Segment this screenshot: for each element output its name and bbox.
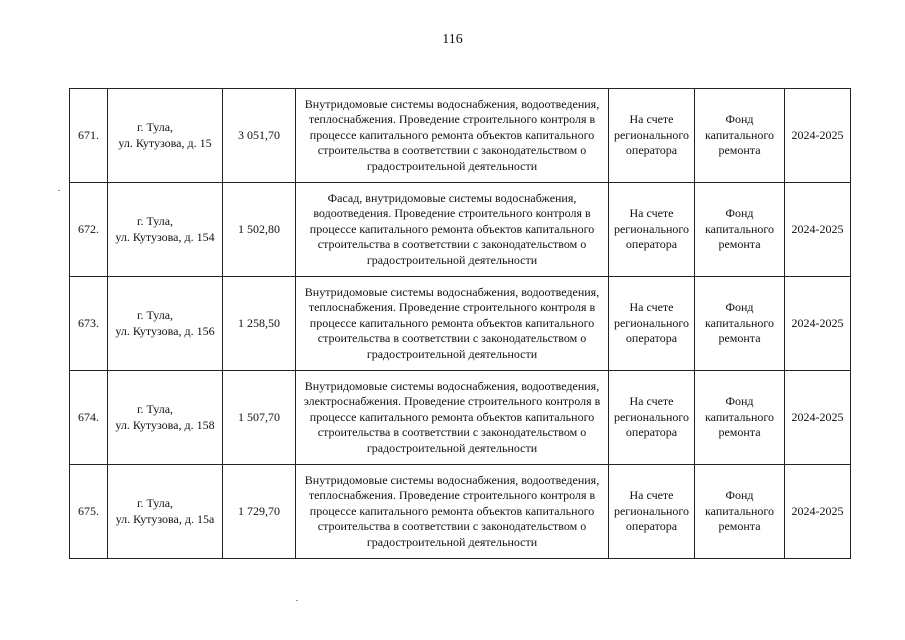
period-cell: 2024-2025 xyxy=(785,89,851,183)
fund-cell: Фонд капитального ремонта xyxy=(695,183,785,277)
address-street: ул. Кутузова, д. 158 xyxy=(115,417,215,432)
address-cell xyxy=(108,183,223,277)
account-cell: На счете регионального оператора xyxy=(609,89,695,183)
works-description: Внутридомовые системы водоснабжения, водоотведения, теплоснабжения. Проведение строительного контроля в процессе капитального ремонта объектов капитального строительства в соответствии с законодательством о градостроительной деятельности xyxy=(296,277,609,371)
account-cell: На счете регионального оператора xyxy=(609,371,695,465)
address-street: ул. Кутузова, д. 15 xyxy=(118,135,212,150)
row-number: 671. xyxy=(70,89,108,183)
address-city: г. Тула, xyxy=(136,308,174,322)
account-cell: На счете регионального оператора xyxy=(609,465,695,559)
period-cell: 2024-2025 xyxy=(785,465,851,559)
row-number: 673. xyxy=(70,277,108,371)
row-number: 675. xyxy=(70,465,108,559)
cost-cell: 3 051,70 xyxy=(223,89,296,183)
fund-cell: Фонд капитального ремонта xyxy=(695,277,785,371)
address-cell xyxy=(108,371,223,465)
fund-cell: Фонд капитального ремонта xyxy=(695,465,785,559)
period-cell: 2024-2025 xyxy=(785,371,851,465)
address-cell xyxy=(108,89,223,183)
address-city: г. Тула, xyxy=(136,120,174,134)
scan-speck xyxy=(296,600,298,601)
account-cell: На счете регионального оператора xyxy=(609,183,695,277)
fund-cell: Фонд капитального ремонта xyxy=(695,371,785,465)
works-description: Внутридомовые системы водоснабжения, водоотведения, теплоснабжения. Проведение строительного контроля в процессе капитального ремонта объектов капитального строительства в соответствии с законодательством о градостроительной деятельности xyxy=(296,465,609,559)
cost-cell: 1 258,50 xyxy=(223,277,296,371)
address-street: ул. Кутузова, д. 15а xyxy=(115,511,215,526)
works-description: Фасад, внутридомовые системы водоснабжения, водоотведения. Проведение строительного контроля в процессе капитального ремонта объектов капитального строительства в соответствии с законодательством о градостроительной деятельности xyxy=(296,183,609,277)
row-number: 672. xyxy=(70,183,108,277)
address-city: г. Тула, xyxy=(136,214,174,228)
table-row xyxy=(70,89,851,183)
table-row xyxy=(70,465,851,559)
table-row xyxy=(70,277,851,371)
address-cell xyxy=(108,277,223,371)
address-street: ул. Кутузова, д. 154 xyxy=(115,229,215,244)
address-cell xyxy=(108,465,223,559)
address-street: ул. Кутузова, д. 156 xyxy=(115,323,215,338)
period-cell: 2024-2025 xyxy=(785,277,851,371)
address-city: г. Тула, xyxy=(136,496,174,510)
repair-registry-table xyxy=(69,88,851,559)
period-cell: 2024-2025 xyxy=(785,183,851,277)
cost-cell: 1 502,80 xyxy=(223,183,296,277)
page-number: 116 xyxy=(442,32,463,47)
works-description: Внутридомовые системы водоснабжения, водоотведения, теплоснабжения. Проведение строительного контроля в процессе капитального ремонта объектов капитального строительства в соответствии с законодательством о градостроительной деятельности xyxy=(296,89,609,183)
table-row xyxy=(70,371,851,465)
cost-cell: 1 729,70 xyxy=(223,465,296,559)
fund-cell: Фонд капитального ремонта xyxy=(695,89,785,183)
account-cell: На счете регионального оператора xyxy=(609,277,695,371)
table-row xyxy=(70,183,851,277)
cost-cell: 1 507,70 xyxy=(223,371,296,465)
row-number: 674. xyxy=(70,371,108,465)
works-description: Внутридомовые системы водоснабжения, водоотведения, электроснабжения. Проведение строительного контроля в процессе капитального ремонта объектов капитального строительства в соответствии с законодательством о градостроительной деятельности xyxy=(296,371,609,465)
address-city: г. Тула, xyxy=(136,402,174,416)
scan-speck xyxy=(58,190,60,191)
